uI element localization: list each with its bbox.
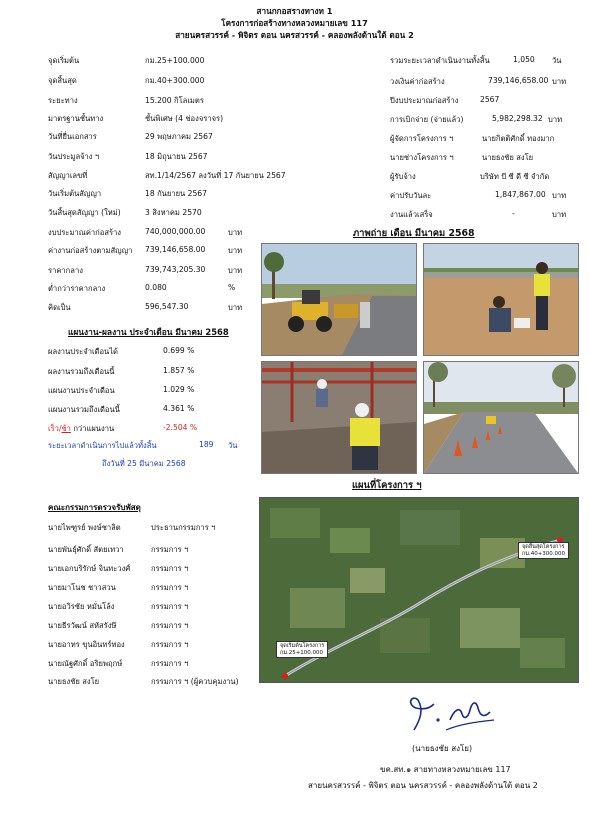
info-label: วงเงินค่าก่อสร้าง: [390, 77, 445, 86]
info-label: ค่างานก่อสร้างตามสัญญา: [48, 246, 133, 255]
info-value: กม.25+100.000: [145, 56, 205, 65]
map-end-label: จุดสิ้นสุดโครงการ: [522, 544, 565, 550]
project-map: [259, 497, 579, 683]
photo-bridge-work: [261, 361, 417, 474]
member-role: ประธานกรรมการ ฯ: [151, 523, 216, 532]
info-value: 739,146,658.00: [488, 76, 549, 85]
member-role: กรรมการ ฯ: [151, 602, 189, 611]
signer-name: (นายธงชัย สงโย): [412, 744, 473, 753]
member-name: นายธงชัย สงโย: [48, 677, 100, 686]
info-value: 18 มิถุนายน 2567: [145, 152, 208, 161]
schedule-diff-value: -2.504 %: [163, 423, 198, 432]
info-label: ผู้จัดการโครงการ ฯ: [390, 134, 454, 143]
committee-title: คณะกรรมการตรวจรับพัสดุ: [48, 503, 141, 512]
info-value: 1,847,867.00: [495, 190, 546, 199]
info-label: จุดสิ้นสุด: [48, 76, 77, 85]
schedule-diff-label: [48, 423, 114, 435]
map-end-callout: [518, 542, 569, 559]
faster-text: เร็ว/: [48, 424, 62, 433]
member-name: นายณัฐศักดิ์ อริยพฤกษ์: [48, 659, 123, 668]
member-name: นายอาทร ขุนอินทร์ทอง: [48, 640, 125, 649]
map-start-km: กม.25+100.000: [280, 649, 324, 656]
member-name: นายอวิรชัย หมั่นโล้ง: [48, 602, 115, 611]
info-unit: บาท: [552, 77, 567, 86]
info-unit: บาท: [228, 246, 243, 255]
info-value: นายธงชัย สงโย: [482, 153, 534, 162]
info-value: 0.080: [145, 283, 167, 292]
info-label: ผู้รับจ้าง: [390, 172, 416, 181]
info-unit: บาท: [228, 266, 243, 275]
info-label: สัญญาเลขที่: [48, 171, 88, 180]
info-label: จุดเริ่มต้น: [48, 56, 80, 65]
member-name: นายเอกบริรักษ์ จินทะวงศ์: [48, 564, 131, 573]
info-value: สท.1/14/2567 ลงวันที่ 17 กันยายน 2567: [145, 171, 286, 180]
as-of-date: ถึงวันที่ 25 มีนาคม 2568: [102, 459, 186, 468]
info-label: งานแล้วเสร็จ: [390, 210, 433, 219]
info-label: ระยะทาง: [48, 96, 78, 105]
info-label: คิดเป็น: [48, 303, 71, 312]
member-name: นายพันธุ์ศักดิ์ สัตยเทวา: [48, 545, 124, 554]
info-label: การเบิกจ่าย (จ่ายแล้ว): [390, 115, 464, 124]
progress-value: 0.699 %: [163, 346, 195, 355]
info-unit: บาท: [228, 228, 243, 237]
info-label: ค่าปรับวันละ: [390, 191, 432, 200]
info-label: มาตรฐานชั้นทาง: [48, 114, 104, 123]
elapsed-value: 189: [199, 440, 214, 449]
progress-title: แผนงาน-ผลงาน ประจำเดือน มีนาคม 2568: [68, 327, 229, 337]
photos-title: ภาพถ่าย เดือน มีนาคม 2568: [353, 228, 475, 239]
info-label: วันเริ่มต้นสัญญา: [48, 189, 102, 198]
info-label: งบประมาณค่าก่อสร้าง: [48, 228, 122, 237]
progress-label: แผนงานรวมถึงเดือนนี้: [48, 405, 120, 414]
progress-label: ผลงานรวมถึงเดือนนี้: [48, 367, 115, 376]
member-role: กรรมการ ฯ (ผู้ควบคุมงาน): [151, 677, 239, 686]
info-value: กม.40+300.000: [145, 76, 205, 85]
info-value: 15.200 กิโลเมตร: [145, 96, 204, 105]
progress-label: ผลงานประจำเดือนได้: [48, 347, 118, 356]
header-line-2: โครงการก่อสร้างทางหลวงหมายเลข 117: [221, 18, 368, 28]
info-value: 739,743,205.30: [145, 265, 206, 274]
photo-traffic-cones: [423, 361, 579, 474]
elapsed-label: ระยะเวลาดำเนินการไปแล้วทั้งสิ้น: [48, 441, 157, 450]
info-value: -: [512, 209, 515, 218]
info-value: 739,146,658.00: [145, 245, 206, 254]
progress-value: 1.029 %: [163, 385, 195, 394]
compared-text: กว่าแผนงาน: [70, 424, 115, 433]
map-start-label: จุดเริ่มต้นโครงการ: [280, 643, 325, 649]
header-line-3: สายนครสวรรค์ - พิจิตร ตอน นครสวรรค์ - คลองพลังด้านใต้ ตอน 2: [175, 30, 414, 40]
map-title: แผนที่โครงการ ฯ: [352, 480, 422, 491]
photo-road-roller: [261, 243, 417, 356]
photo-field-test: [423, 243, 579, 356]
info-label: ปีงบประมาณก่อสร้าง: [390, 96, 459, 105]
info-unit: บาท: [552, 210, 567, 219]
info-label: วันประมูลจ้าง ฯ: [48, 152, 100, 161]
info-value: ชั้นพิเศษ (4 ช่องจราจร): [145, 114, 224, 123]
info-value: 18 กันยายน 2567: [145, 189, 207, 198]
info-unit: บาท: [548, 115, 563, 124]
member-role: กรรมการ ฯ: [151, 659, 189, 668]
member-role: กรรมการ ฯ: [151, 564, 189, 573]
info-unit: วัน: [552, 56, 562, 65]
map-end-km: กม.40+300.000: [522, 550, 566, 557]
info-label: ราคากลาง: [48, 266, 83, 275]
map-start-callout: [276, 641, 328, 658]
elapsed-unit: วัน: [228, 441, 238, 450]
info-unit: %: [228, 283, 236, 292]
member-role: กรรมการ ฯ: [151, 545, 189, 554]
signer-position: ขค.สท.๑ สายทางหลวงหมายเลข 117: [380, 765, 511, 774]
progress-value: 1.857 %: [163, 366, 195, 375]
info-label: นายช่างโครงการ ฯ: [390, 153, 454, 162]
info-value: 5,982,298.32: [492, 114, 543, 123]
progress-value: 4.361 %: [163, 404, 195, 413]
header-line-1: สานกกอสรางทางท 1: [256, 6, 333, 16]
info-label: ต่ำกว่าราคากลาง: [48, 284, 106, 293]
member-name: นายมาโนช ชาวสวน: [48, 583, 116, 592]
member-name: นายธีรวัฒน์ สหัสรังษี: [48, 621, 117, 630]
member-role: กรรมการ ฯ: [151, 621, 189, 630]
progress-label: แผนงานประจำเดือน: [48, 386, 115, 395]
info-value: นายกิตติศักดิ์ ทองมาก: [482, 134, 555, 143]
member-role: กรรมการ ฯ: [151, 583, 189, 592]
info-value: 3 สิงหาคม 2570: [145, 208, 202, 217]
member-name: นายไพฑูรย์ พงษ์ชาลิต: [48, 523, 121, 532]
info-unit: บาท: [228, 303, 243, 312]
info-unit: บาท: [552, 191, 567, 200]
info-label: วันที่ยื่นเอกสาร: [48, 132, 97, 141]
signer-route: สายนครสวรรค์ - พิจิตร ตอน นครสวรรค์ - คลองพลังด้านใต้ ตอน 2: [308, 781, 538, 790]
info-value: 2567: [480, 95, 500, 104]
info-label: รวมระยะเวลาดำเนินงานทั้งสิ้น: [390, 56, 490, 65]
slower-text: ช้า: [61, 424, 71, 433]
info-value: บริษัท บี ซี ดี ซี จำกัด: [480, 172, 550, 181]
member-role: กรรมการ ฯ: [151, 640, 189, 649]
info-value: 596,547.30: [145, 302, 189, 311]
info-value: 29 พฤษภาคม 2567: [145, 132, 213, 141]
info-value: 1,050: [513, 55, 535, 64]
info-label: วันสิ้นสุดสัญญา (ใหม่): [48, 208, 121, 217]
signature-mark: [398, 690, 498, 736]
info-value: 740,000,000.00: [145, 227, 206, 236]
